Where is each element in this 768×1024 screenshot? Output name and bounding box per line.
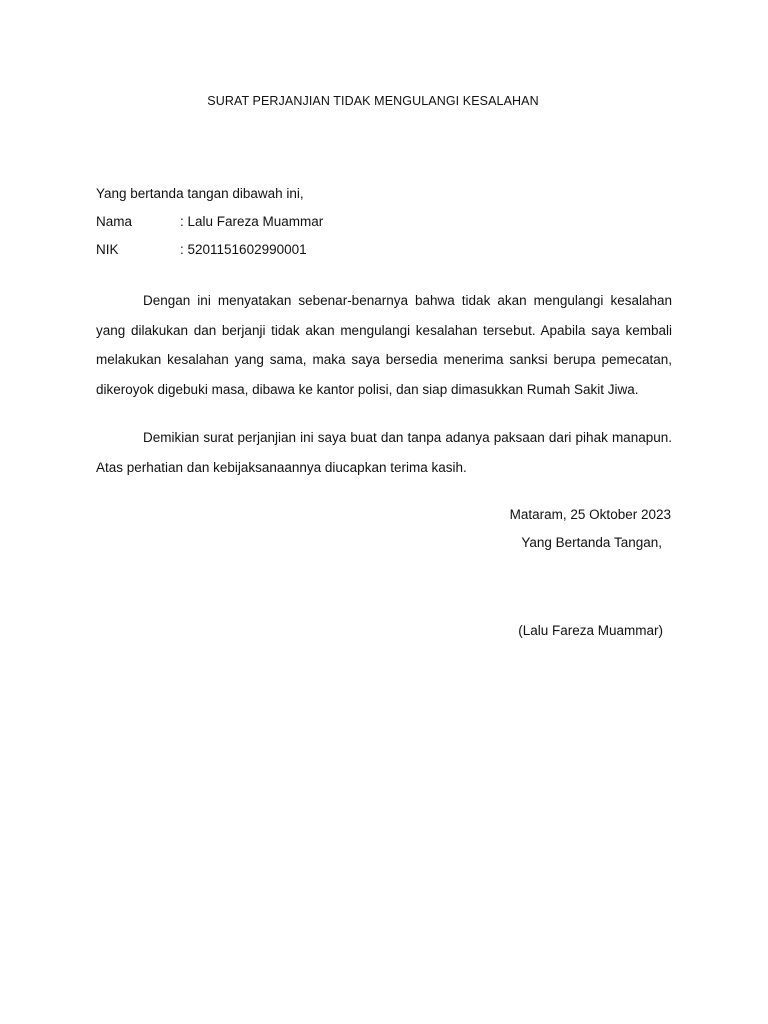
signatory-name: (Lalu Fareza Muammar) (518, 623, 663, 638)
field-label-nik: NIK (96, 242, 119, 257)
opening-line: Yang bertanda tangan dibawah ini, (96, 186, 304, 201)
closing-paragraph: Demikian surat perjanjian ini saya buat dan tanpa adanya paksaan dari pihak manapun. Atas perhatian dan kebijaksanaannya diucapkan terima kasih. (96, 430, 672, 475)
statement-paragraph: Dengan ini menyatakan sebenar-benarnya bahwa tidak akan mengulangi kesalahan yang dilakukan dan berjanji tidak akan mengulangi kesalahan tersebut. Apabila saya kembali melakukan kesalahan yang sama, maka saya bersedia menerima sanksi berupa pemecatan, dikeroyok digebuki masa, dibawa ke kantor polisi, dan siap dimasukkan Rumah Sakit Jiwa. (96, 293, 672, 397)
field-value-nama: : Lalu Fareza Muammar (180, 214, 324, 229)
document-title: SURAT PERJANJIAN TIDAK MENGULANGI KESALAHAN (207, 94, 539, 108)
signatory-label: Yang Bertanda Tangan, (521, 535, 662, 550)
field-value-nik: : 5201151602990001 (180, 242, 307, 257)
place-date: Mataram, 25 Oktober 2023 (509, 507, 671, 522)
field-label-nama: Nama (96, 214, 133, 229)
